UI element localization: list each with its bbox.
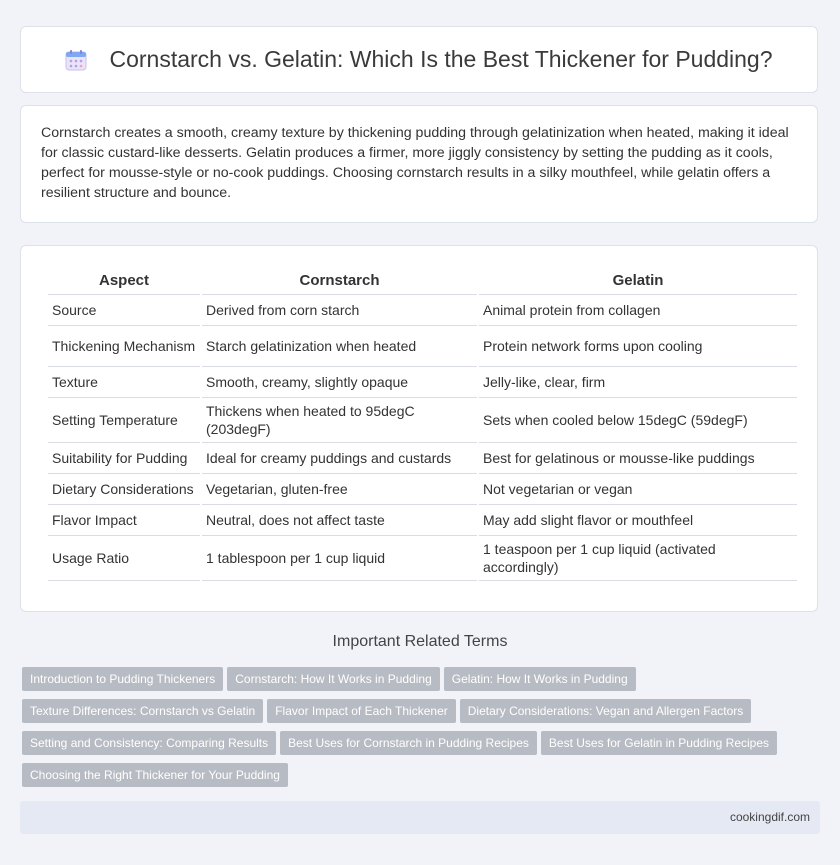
intro-card xyxy=(20,105,818,223)
page-title: Cornstarch vs. Gelatin: Which Is the Best Thickener for Pudding? xyxy=(109,46,773,72)
table-cell: 1 teaspoon per 1 cup liquid (activated accordingly) xyxy=(479,536,797,581)
tag-link[interactable]: Setting and Consistency: Comparing Results xyxy=(22,731,276,755)
title-card xyxy=(20,26,818,93)
table-cell: Starch gelatinization when heated xyxy=(202,326,477,367)
tag-link[interactable]: Introduction to Pudding Thickeners xyxy=(22,667,223,691)
table-cell: Flavor Impact xyxy=(48,505,200,536)
table-cell: Setting Temperature xyxy=(48,398,200,443)
table-cell: Source xyxy=(48,295,200,326)
comparison-table-card xyxy=(20,245,818,612)
table-cell: Suitability for Pudding xyxy=(48,443,200,474)
table-header-row xyxy=(48,266,797,295)
table-cell: Animal protein from collagen xyxy=(479,295,797,326)
comparison-table xyxy=(46,266,799,581)
table-row xyxy=(48,326,797,367)
table-cell: 1 tablespoon per 1 cup liquid xyxy=(202,536,477,581)
footer xyxy=(20,801,820,834)
table-row xyxy=(48,443,797,474)
table-row xyxy=(48,505,797,536)
tag-link[interactable]: Dietary Considerations: Vegan and Allergen Factors xyxy=(460,699,752,723)
table-row xyxy=(48,536,797,581)
tag-link[interactable]: Cornstarch: How It Works in Pudding xyxy=(227,667,440,691)
table-cell: Ideal for creamy puddings and custards xyxy=(202,443,477,474)
table-cell: Neutral, does not affect taste xyxy=(202,505,477,536)
table-cell: Usage Ratio xyxy=(48,536,200,581)
table-cell: May add slight flavor or mouthfeel xyxy=(479,505,797,536)
table-row xyxy=(48,367,797,398)
footer-site-link[interactable]: cookingdif.com xyxy=(729,810,810,824)
calendar-icon xyxy=(65,49,87,71)
table-cell: Sets when cooled below 15degC (59degF) xyxy=(479,398,797,443)
tag-link[interactable]: Choosing the Right Thickener for Your Pudding xyxy=(22,763,288,787)
table-cell: Dietary Considerations xyxy=(48,474,200,505)
related-terms-heading: Important Related Terms xyxy=(332,633,508,650)
column-header-aspect: Aspect xyxy=(48,266,200,295)
table-cell: Not vegetarian or vegan xyxy=(479,474,797,505)
table-cell: Smooth, creamy, slightly opaque xyxy=(202,367,477,398)
table-cell: Vegetarian, gluten-free xyxy=(202,474,477,505)
table-row xyxy=(48,398,797,443)
table-cell: Jelly-like, clear, firm xyxy=(479,367,797,398)
tag-link[interactable]: Gelatin: How It Works in Pudding xyxy=(444,667,636,691)
table-cell: Best for gelatinous or mousse-like puddings xyxy=(479,443,797,474)
column-header-cornstarch: Cornstarch xyxy=(202,266,477,295)
tag-link[interactable]: Best Uses for Gelatin in Pudding Recipes xyxy=(541,731,777,755)
intro-paragraph: Cornstarch creates a smooth, creamy texture by thickening pudding through gelatinization when heated, making it ideal for classic custard-like desserts. Gelatin produces a firmer, more jiggly consistency by setting the pudding as it cools, perfect for mousse-style or no-cook puddings. Choosing cornstarch results in a silky mouthfeel, while gelatin offers a resilient structure and bounce. xyxy=(41,125,789,201)
table-row xyxy=(48,474,797,505)
column-header-gelatin: Gelatin xyxy=(479,266,797,295)
tag-link[interactable]: Texture Differences: Cornstarch vs Gelatin xyxy=(22,699,263,723)
table-cell: Thickens when heated to 95degC (203degF) xyxy=(202,398,477,443)
table-cell: Texture xyxy=(48,367,200,398)
tag-link[interactable]: Best Uses for Cornstarch in Pudding Recipes xyxy=(280,731,537,755)
table-cell: Thickening Mechanism xyxy=(48,326,200,367)
table-cell: Protein network forms upon cooling xyxy=(479,326,797,367)
tag-link[interactable]: Flavor Impact of Each Thickener xyxy=(267,699,456,723)
table-cell: Derived from corn starch xyxy=(202,295,477,326)
table-row xyxy=(48,295,797,326)
related-terms-tags xyxy=(22,665,802,793)
